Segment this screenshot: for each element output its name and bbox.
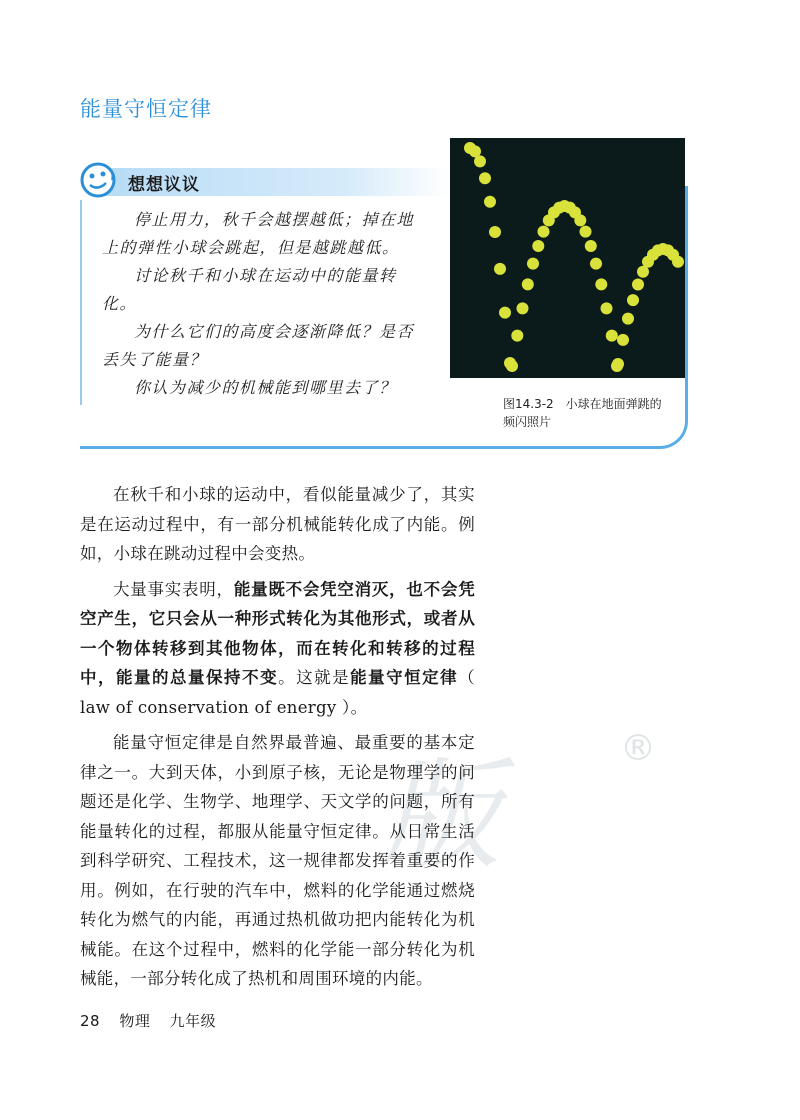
law-english-name: （ law of conservation of energy ）。 (80, 668, 475, 717)
strobe-ball (595, 278, 607, 290)
body-paragraph: 在秋千和小球的运动中，看似能量减少了，其实是在运动过程中，有一部分机械能转化成了内能。例如，小球在跳动过程中会变热。 (80, 485, 475, 563)
discussion-paragraph: 为什么它们的高度会逐渐降低？是否丢失了能量？ (102, 322, 415, 369)
strobe-ball (580, 226, 592, 238)
figure-caption (503, 395, 693, 431)
law-statement: 能量既不会凭空消灭，也不会凭空产生，它只会从一种形式转化为其他形式，或者从一个物体转移到其他物体，而在转化和转移的过程中，能量的总量保持不变 (80, 579, 475, 687)
strobe-ball (479, 172, 491, 184)
discussion-box-left-rule (80, 200, 82, 405)
figure-caption-line: 频闪照片 (503, 415, 552, 429)
strobe-ball (494, 263, 506, 275)
body-text-run: 。这就是 (278, 668, 351, 687)
strobe-ball (617, 334, 629, 346)
think-discuss-icon (78, 160, 118, 200)
body-paragraph (80, 575, 475, 723)
law-name: 能量守恒定律 (350, 668, 459, 687)
strobe-ball (499, 307, 511, 319)
strobe-ball (532, 240, 544, 252)
figure-caption-line: 图14.3-2 小球在地面弹跳的 (503, 397, 662, 411)
strobe-ball (511, 330, 523, 342)
strobe-ball (672, 256, 684, 268)
strobe-ball (632, 279, 644, 291)
strobe-ball (538, 226, 550, 238)
discussion-paragraph: 讨论秋千和小球在运动中的能量转化。 (102, 266, 397, 313)
discussion-paragraph: 你认为减少的机械能到哪里去了？ (134, 378, 397, 397)
page-footer (80, 1010, 230, 1031)
strobe-ball (522, 278, 534, 290)
strobe-ball (484, 196, 496, 208)
page-number: 28 (80, 1012, 101, 1030)
strobe-ball (474, 155, 486, 167)
strobe-ball (622, 313, 634, 325)
discussion-paragraph: 停止用力，秋千会越摆越低；掉在地上的弹性小球会跳起，但是越跳越低。 (102, 210, 415, 257)
strobe-ball (574, 214, 586, 226)
strobe-ball (585, 240, 597, 252)
discussion-text (102, 206, 422, 402)
bouncing-ball-strobe-photo (450, 138, 685, 378)
strobe-ball (612, 358, 624, 370)
strobe-ball (590, 258, 602, 270)
body-text-run: 大量事实表明， (113, 579, 234, 599)
footer-grade: 九年级 (169, 1012, 217, 1030)
footer-subject: 物理 (119, 1012, 151, 1030)
strobe-ball (527, 258, 539, 270)
body-text (80, 480, 475, 1000)
registered-mark: ® (620, 728, 656, 769)
strobe-ball (627, 294, 639, 306)
strobe-ball (601, 302, 613, 314)
publisher-watermark: 版 (380, 747, 500, 886)
discussion-heading: 想想议议 (128, 175, 200, 195)
strobe-ball (506, 360, 518, 372)
section-title: 能量守恒定律 (80, 97, 212, 121)
strobe-ball (606, 330, 618, 342)
strobe-ball (489, 226, 501, 238)
body-paragraph: 能量守恒定律是自然界最普遍、最重要的基本定律之一。大到天体，小到原子核，无论是物理学的问题还是化学、生物学、地理学、天文学的问题，所有能量转化的过程，都服从能量守恒定律。从日常生活到科学研究、工程技术，这一规律都发挥着重要的作用。例如，在行驶的汽车中，燃料的化学能通过燃烧转化为燃气的内能，再通过热机做功把内能转化为机械能。在这个过程中，燃料的化学能一部分转化为机械能，一部分转化成了热机和周围环境的内能。 (80, 733, 475, 988)
strobe-ball (517, 302, 529, 314)
